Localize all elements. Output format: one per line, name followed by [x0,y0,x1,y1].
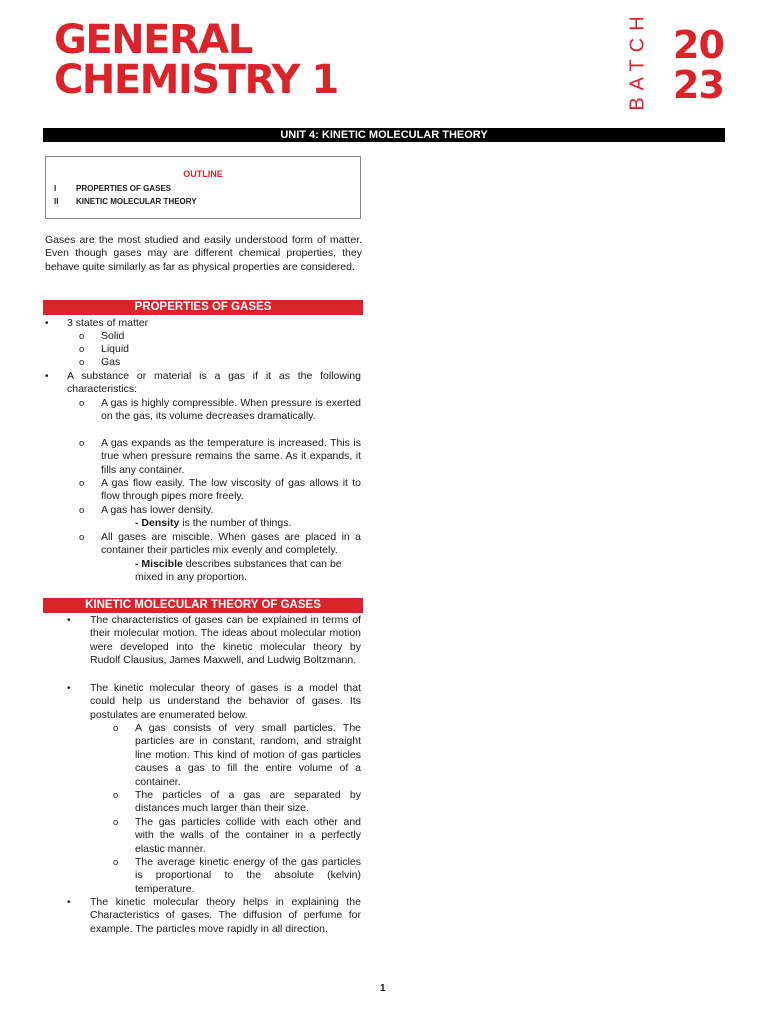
outline-item-number: I [54,184,57,193]
characteristic-compressible: A gas is highly compressible. When pressure is exerted on the gas, its volume decreases dramatically. [101,397,361,423]
outline-item [54,197,197,206]
outline-box [45,156,361,219]
characteristic-miscible: All gases are miscible. When gases are placed in a container their particles mix evenly and completely. [101,531,361,557]
postulate-1: A gas consists of very small particles. The particles are in constant, random, and straight line motion. This kind of motion of gas particles causes a gas to fill the entire volume of a container. [135,722,361,788]
bullet-icon: • [67,683,71,694]
circle-bullet-icon: o [79,331,85,342]
density-definition [135,517,361,530]
bullet-icon: • [45,371,49,382]
circle-bullet-icon: o [79,478,85,489]
density-term: - Density [135,517,180,529]
state-item: Liquid [101,343,130,355]
outline-item [54,184,171,193]
circle-bullet-icon: o [79,357,85,368]
characteristic-flow: A gas flow easily. The low viscosity of gas allows it to flow through pipes more freely. [101,477,361,503]
density-text: is the number of things. [179,517,292,529]
batch-label: BATCH [626,9,649,111]
characteristic-expands: A gas expands as the temperature is increased. This is true when pressure remains the same. As it expands, it fills any container. [101,437,361,476]
miscible-term: - Miscible [135,558,183,570]
intro-paragraph: Gases are the most studied and easily understood form of matter. Even though gases may are different chemical properties, they behave quite similarly as far as physical properties are considered. [45,234,362,273]
outline-title: OUTLINE [183,169,223,179]
bullet-molecular-motion: The characteristics of gases can be explained in terms of their molecular motion. The ideas about molecular motion were developed into the kinetic molecular theory by Rudolf Clausius, James Maxwell, and Ludwig Boltzmann. [90,614,361,667]
circle-bullet-icon: o [79,344,85,355]
circle-bullet-icon: o [79,438,85,449]
circle-bullet-icon: o [113,857,119,868]
bullet-icon: • [45,318,49,329]
batch-year [673,25,724,105]
document-title [54,17,338,103]
batch-year-bottom: 23 [673,63,724,107]
characteristic-density: A gas has lower density. [101,504,214,516]
circle-bullet-icon: o [113,790,119,801]
miscible-text: describes substances that can be mixed in any proportion. [135,558,342,584]
circle-bullet-icon: o [79,398,85,409]
bullet-characteristics: A substance or material is a gas if it as the following characteristics: [67,370,361,396]
bullet-kmt-explains: The kinetic molecular theory helps in explaining the Characteristics of gases. The diffusion of perfume for example. The particles move rapidly in all direction. [90,896,361,935]
state-item: Gas [101,356,121,368]
title-line-1: GENERAL [54,17,252,63]
postulate-4: The average kinetic energy of the gas particles is proportional to the absolute (kelvin) temperature. [135,856,361,895]
bullet-kmt-model: The kinetic molecular theory of gases is a model that could help us understand the behavior of gases. Its postulates are enumerated below. [90,682,361,721]
section-heading-properties: PROPERTIES OF GASES [43,300,363,315]
batch-year-top: 20 [673,23,724,67]
circle-bullet-icon: o [79,505,85,516]
section-heading-kmt: KINETIC MOLECULAR THEORY OF GASES [43,598,363,613]
unit-title-bar: UNIT 4: KINETIC MOLECULAR THEORY [43,128,725,142]
outline-item-label: PROPERTIES OF GASES [76,184,172,193]
circle-bullet-icon: o [113,817,119,828]
bullet-states: 3 states of matter [67,317,149,329]
postulate-2: The particles of a gas are separated by distances much larger than their size. [135,789,361,815]
circle-bullet-icon: o [79,532,85,543]
postulate-3: The gas particles collide with each other and with the walls of the container in a perfectly elastic manner. [135,816,361,855]
circle-bullet-icon: o [113,723,119,734]
state-item: Solid [101,330,125,342]
outline-item-number: II [54,197,59,206]
bullet-icon: • [67,615,71,626]
page-number: 1 [380,983,386,994]
title-line-2: CHEMISTRY 1 [54,57,338,103]
bullet-icon: • [67,897,71,908]
miscible-definition [135,558,361,585]
outline-item-label: KINETIC MOLECULAR THEORY [76,197,197,206]
